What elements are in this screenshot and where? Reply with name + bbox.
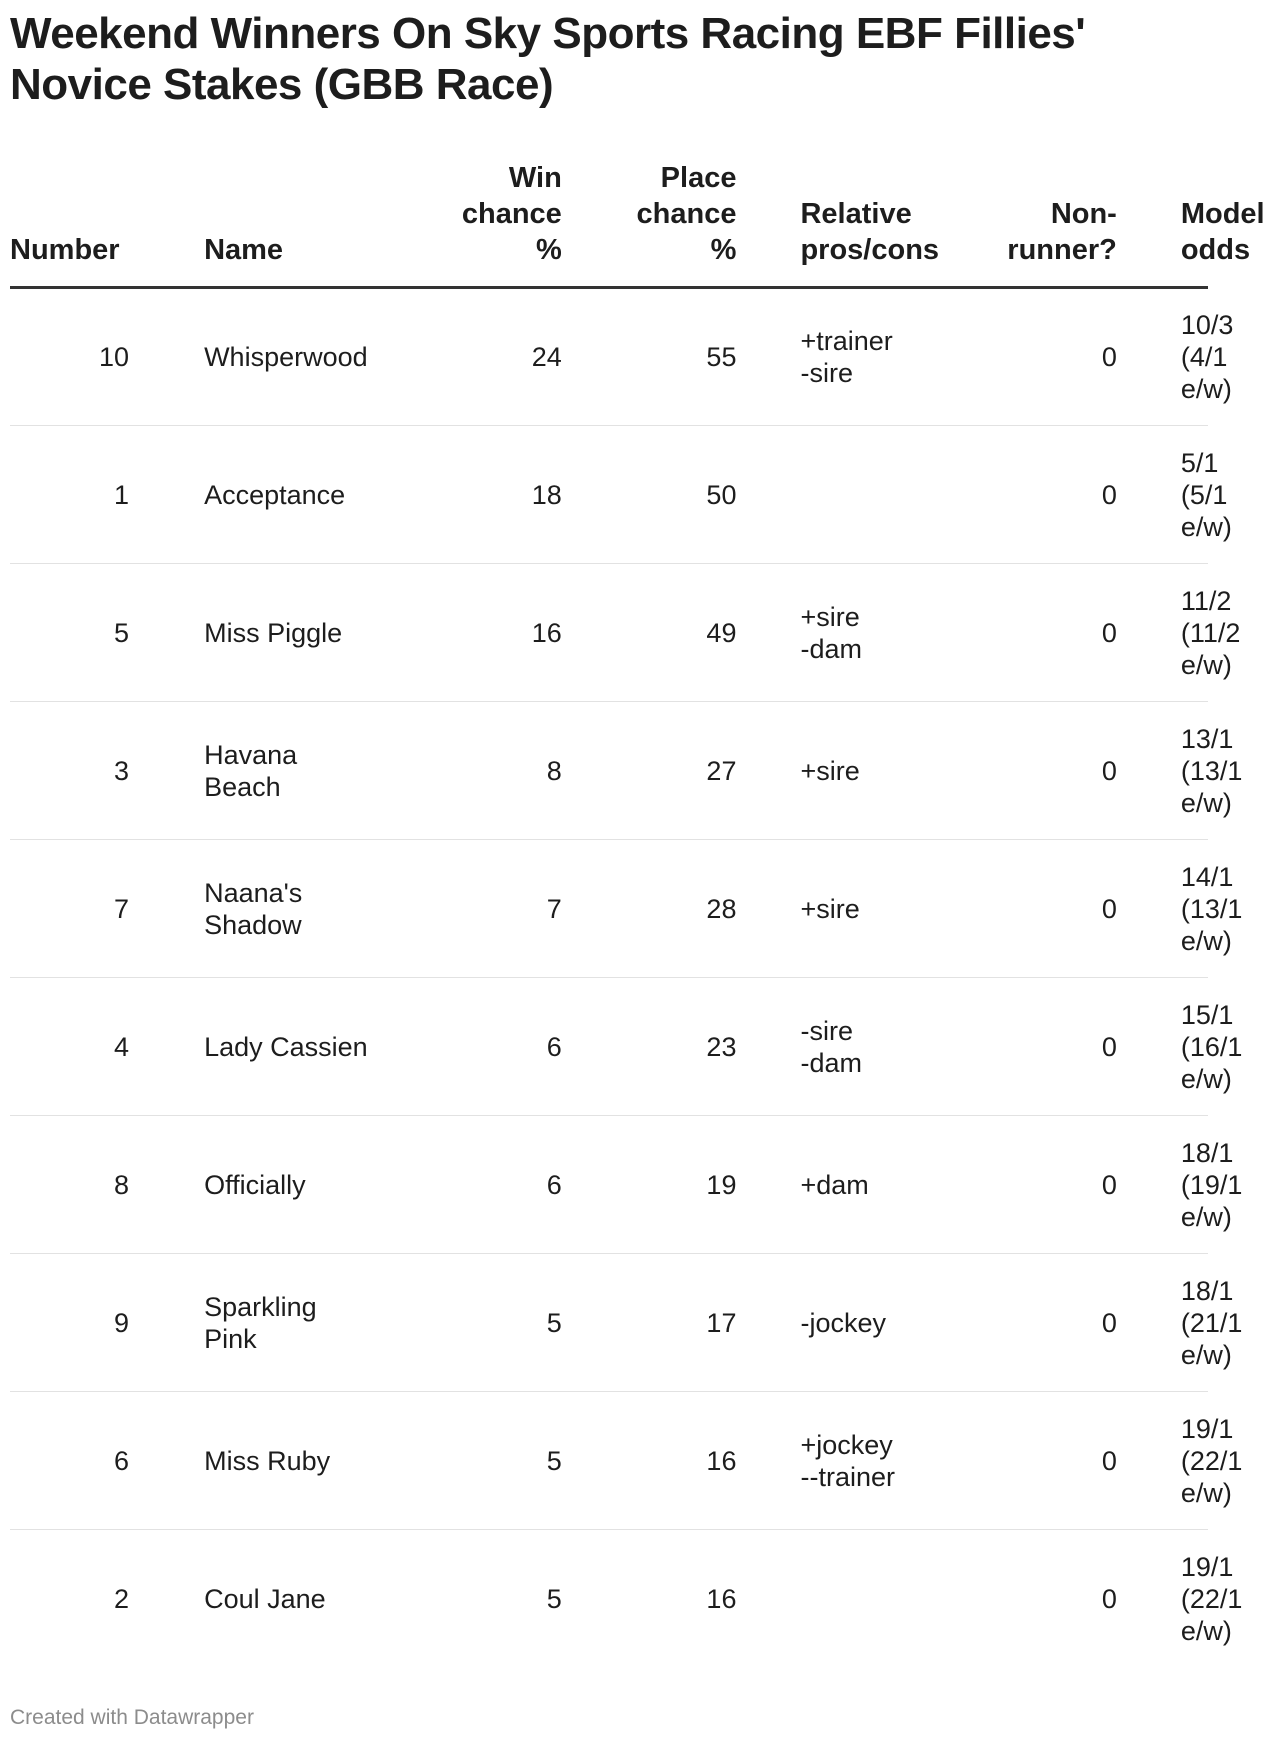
- cell-model-odds: 10/3 (4/1 e/w): [1117, 288, 1208, 426]
- cell-model-odds: 18/1 (21/1 e/w): [1117, 1254, 1208, 1392]
- cell-relative-pros-cons: [736, 1530, 950, 1668]
- cell-non-runner: 0: [951, 840, 1117, 978]
- cell-relative-pros-cons: +jockey --trainer: [736, 1392, 950, 1530]
- cell-model-odds: 19/1 (22/1 e/w): [1180, 1551, 1243, 1646]
- cell-name: Whisperwood: [176, 288, 396, 426]
- cell-place-chance: 16: [706, 1583, 737, 1614]
- chart-title: Weekend Winners On Sky Sports Racing EBF Fillies' Novice Stakes (GBB Race): [10, 9, 1086, 109]
- cell-model-odds: 5/1 (5/1 e/w): [1117, 426, 1208, 564]
- cell-place-chance: 49: [562, 564, 737, 702]
- table-body: [10, 288, 1243, 1668]
- cell-place-chance: 17: [562, 1254, 737, 1392]
- cell-place-chance: 27: [562, 702, 737, 840]
- cell-name: Officially: [176, 1116, 396, 1254]
- cell-name: Lady Cassien: [176, 978, 396, 1116]
- table-row: [10, 1530, 1208, 1668]
- cell-name: Coul Jane: [204, 1583, 326, 1614]
- cell-relative-pros-cons: +sire: [736, 840, 950, 978]
- cell-non-runner: 0: [951, 702, 1117, 840]
- cell-relative-pros-cons: +dam: [736, 1116, 950, 1254]
- cell-non-runner: 0: [951, 1392, 1117, 1530]
- cell-name: Sparkling Pink: [176, 1254, 396, 1392]
- cell-number: 7: [10, 840, 176, 978]
- header-place-chance[interactable]: Place chance %: [562, 160, 737, 288]
- header-model-odds[interactable]: Model odds: [1117, 160, 1208, 288]
- cell-place-chance: 55: [562, 288, 737, 426]
- cell-relative-pros-cons: [736, 426, 950, 564]
- cell-name: Naana's Shadow: [176, 840, 396, 978]
- cell-place-chance: 23: [562, 978, 737, 1116]
- table-row: [10, 978, 1208, 1116]
- cell-win-chance: 5: [546, 1583, 562, 1614]
- cell-win-chance: 24: [396, 288, 562, 426]
- table-row: [10, 840, 1208, 978]
- cell-non-runner: 0: [951, 1116, 1117, 1254]
- cell-place-chance: 28: [562, 840, 737, 978]
- header-win-chance[interactable]: Win chance %: [396, 160, 562, 288]
- cell-relative-pros-cons: +sire: [736, 702, 950, 840]
- cell-win-chance: 5: [396, 1392, 562, 1530]
- cell-relative-pros-cons: +trainer -sire: [736, 288, 950, 426]
- table-row: [10, 1116, 1208, 1254]
- cell-win-chance: 6: [396, 1116, 562, 1254]
- cell-non-runner: 0: [951, 288, 1117, 426]
- race-table: [10, 160, 1265, 1668]
- cell-place-chance: 19: [562, 1116, 737, 1254]
- cell-name: Miss Piggle: [176, 564, 396, 702]
- cell-name: Acceptance: [176, 426, 396, 564]
- cell-number: 6: [10, 1392, 176, 1530]
- table-row: [10, 702, 1208, 840]
- cell-relative-pros-cons: -sire -dam: [736, 978, 950, 1116]
- cell-non-runner: 0: [1101, 1583, 1117, 1614]
- cell-number: 10: [10, 288, 176, 426]
- cell-model-odds: 11/2 (11/2 e/w): [1117, 564, 1208, 702]
- cell-model-odds: 18/1 (19/1 e/w): [1117, 1116, 1208, 1254]
- cell-name: Miss Ruby: [176, 1392, 396, 1530]
- cell-relative-pros-cons: -jockey: [736, 1254, 950, 1392]
- header-relative-pros-cons[interactable]: Relative pros/cons: [736, 160, 950, 288]
- cell-number: 3: [10, 702, 176, 840]
- cell-win-chance: 6: [396, 978, 562, 1116]
- table-row: [10, 426, 1208, 564]
- cell-place-chance: 16: [562, 1392, 737, 1530]
- table-row: [10, 288, 1208, 426]
- header-name[interactable]: Name: [176, 160, 396, 288]
- cell-model-odds: 13/1 (13/1 e/w): [1117, 702, 1208, 840]
- cell-win-chance: 8: [396, 702, 562, 840]
- cell-model-odds: 19/1 (22/1 e/w): [1117, 1392, 1208, 1530]
- cell-win-chance: 16: [396, 564, 562, 702]
- cell-number: 9: [10, 1254, 176, 1392]
- cell-non-runner: 0: [951, 426, 1117, 564]
- cell-model-odds: 14/1 (13/1 e/w): [1117, 840, 1208, 978]
- cell-number: 1: [10, 426, 176, 564]
- cell-non-runner: 0: [951, 978, 1117, 1116]
- table-row: [10, 564, 1208, 702]
- table-row: [10, 1254, 1208, 1392]
- header-number[interactable]: Number: [10, 160, 176, 288]
- cell-win-chance: 18: [396, 426, 562, 564]
- cell-name: Havana Beach: [176, 702, 396, 840]
- header-row: [10, 160, 1208, 288]
- cell-model-odds: 15/1 (16/1 e/w): [1117, 978, 1208, 1116]
- cell-non-runner: 0: [951, 1254, 1117, 1392]
- cell-number: 2: [114, 1583, 130, 1614]
- cell-relative-pros-cons: +sire -dam: [736, 564, 950, 702]
- cell-win-chance: 7: [396, 840, 562, 978]
- cell-number: 4: [10, 978, 176, 1116]
- cell-number: 8: [10, 1116, 176, 1254]
- cell-number: 5: [10, 564, 176, 702]
- cell-place-chance: 50: [562, 426, 737, 564]
- header-non-runner[interactable]: Non- runner?: [951, 160, 1117, 288]
- table-row: [10, 1392, 1208, 1530]
- footer-credit: Created with Datawrapper: [10, 1706, 254, 1729]
- cell-non-runner: 0: [951, 564, 1117, 702]
- cell-win-chance: 5: [396, 1254, 562, 1392]
